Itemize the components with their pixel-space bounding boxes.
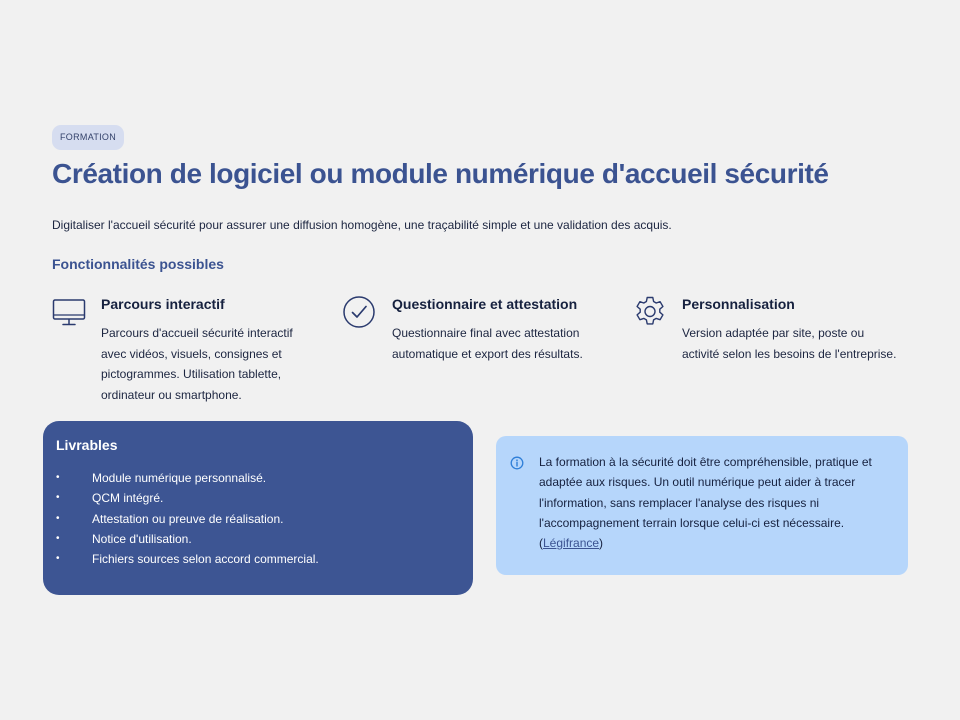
feature-description: Parcours d'accueil sécurité interactif avec vidéos, visuels, consignes et pictogrammes. Utilisation tablette, ordinateur ou smartphone. xyxy=(101,326,293,402)
livrables-title: Livrables xyxy=(56,437,118,453)
bullet-icon: • xyxy=(56,532,60,544)
page-subtitle: Digitaliser l'accueil sécurité pour assurer une diffusion homogène, une traçabilité simple et une validation des acquis. xyxy=(52,218,672,232)
list-item: • QCM intégré. xyxy=(56,488,319,508)
livrables-card xyxy=(43,421,473,595)
bullet-icon: • xyxy=(56,553,60,565)
info-icon xyxy=(510,456,524,470)
gear-icon xyxy=(633,294,667,328)
bullet-icon: • xyxy=(56,492,60,504)
formation-badge: FORMATION xyxy=(52,125,124,150)
page-title: Création de logiciel ou module numérique d'accueil sécurité xyxy=(52,158,829,189)
info-text: La formation à la sécurité doit être compréhensible, pratique et adaptée aux risques. Un outil numérique peut aider à tracer l'information, sans remplacer l'analyse des risques ni l'accompagnement terrain lorsque celui-ci est nécessaire. (Légifrance) xyxy=(539,455,872,551)
check-circle-icon xyxy=(343,294,377,328)
list-item: • Module numérique personnalisé. xyxy=(56,468,319,488)
monitor-icon xyxy=(52,294,86,328)
legifrance-link[interactable]: Légifrance xyxy=(543,536,600,551)
livrables-list xyxy=(56,468,319,569)
features-heading: Fonctionnalités possibles xyxy=(52,256,224,272)
feature-title: Questionnaire et attestation xyxy=(392,296,578,312)
list-item: • Attestation ou preuve de réalisation. xyxy=(56,509,319,529)
info-callout xyxy=(496,436,908,575)
feature-title: Parcours interactif xyxy=(101,296,225,312)
list-item: • Notice d'utilisation. xyxy=(56,529,319,549)
list-item: • Fichiers sources selon accord commercial. xyxy=(56,549,319,569)
bullet-icon: • xyxy=(56,472,60,483)
feature-title: Personnalisation xyxy=(682,296,795,312)
feature-description: Questionnaire final avec attestation automatique et export des résultats. xyxy=(392,326,583,361)
feature-description: Version adaptée par site, poste ou activité selon les besoins de l'entreprise. xyxy=(682,326,897,361)
bullet-icon: • xyxy=(56,512,60,524)
